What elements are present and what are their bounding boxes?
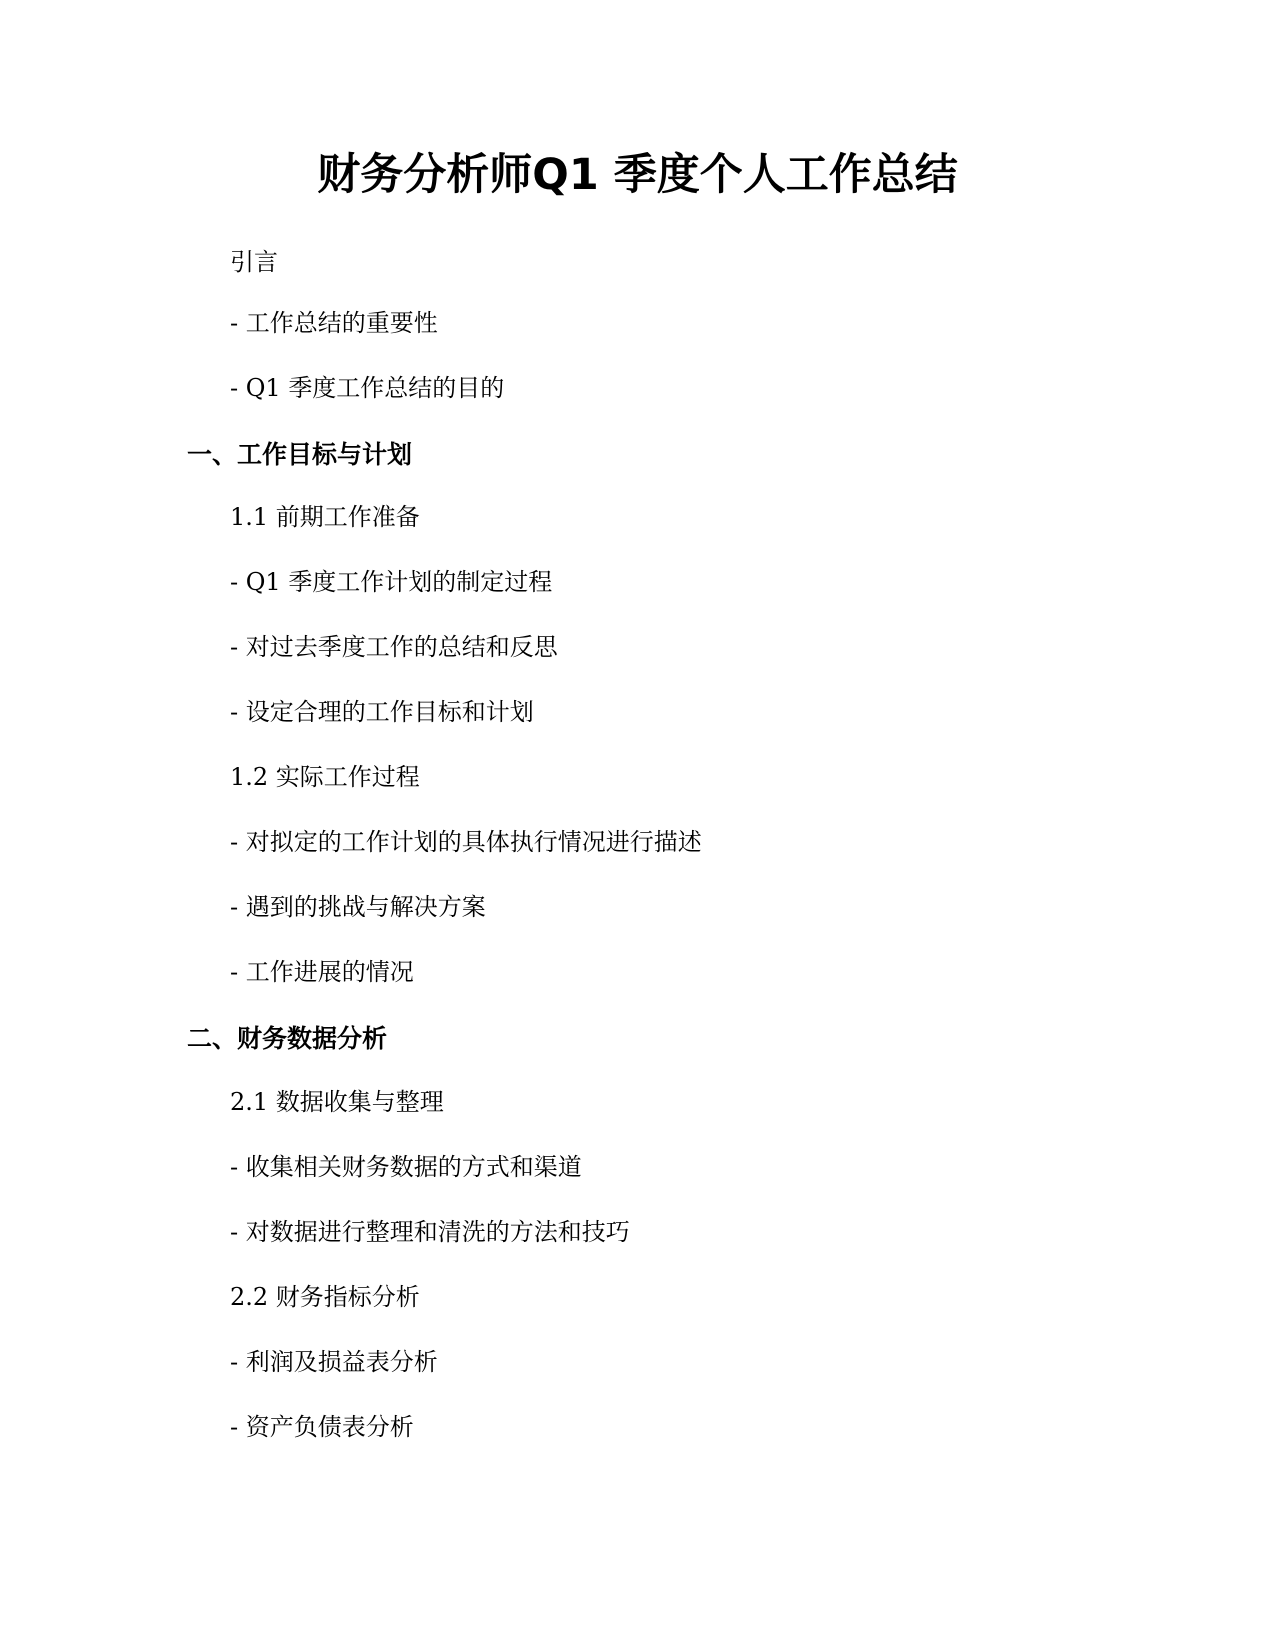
list-item: - 工作进展的情况 xyxy=(230,958,414,986)
list-item: - Q1 季度工作计划的制定过程 xyxy=(230,568,553,596)
list-item: - 收集相关财务数据的方式和渠道 xyxy=(230,1153,582,1181)
intro-item: - 工作总结的重要性 xyxy=(230,309,438,337)
subsection-heading: 1.1 前期工作准备 xyxy=(230,503,420,531)
section-heading: 二、财务数据分析 xyxy=(187,1024,388,1053)
subsection-heading: 2.1 数据收集与整理 xyxy=(230,1088,444,1116)
list-item: - 设定合理的工作目标和计划 xyxy=(230,698,534,726)
list-item: - 遇到的挑战与解决方案 xyxy=(230,893,486,921)
subsection-heading: 1.2 实际工作过程 xyxy=(230,763,420,791)
subsection-heading: 2.2 财务指标分析 xyxy=(230,1283,420,1311)
section-heading: 一、工作目标与计划 xyxy=(187,440,413,469)
page-title: 财务分析师Q1 季度个人工作总结 xyxy=(317,150,958,200)
list-item: - 资产负债表分析 xyxy=(230,1413,414,1441)
intro-item: - Q1 季度工作总结的目的 xyxy=(230,374,505,402)
list-item: - 对拟定的工作计划的具体执行情况进行描述 xyxy=(230,828,702,856)
list-item: - 利润及损益表分析 xyxy=(230,1348,438,1376)
list-item: - 对过去季度工作的总结和反思 xyxy=(230,633,558,661)
list-item: - 对数据进行整理和清洗的方法和技巧 xyxy=(230,1218,630,1246)
intro-label: 引言 xyxy=(230,248,278,276)
